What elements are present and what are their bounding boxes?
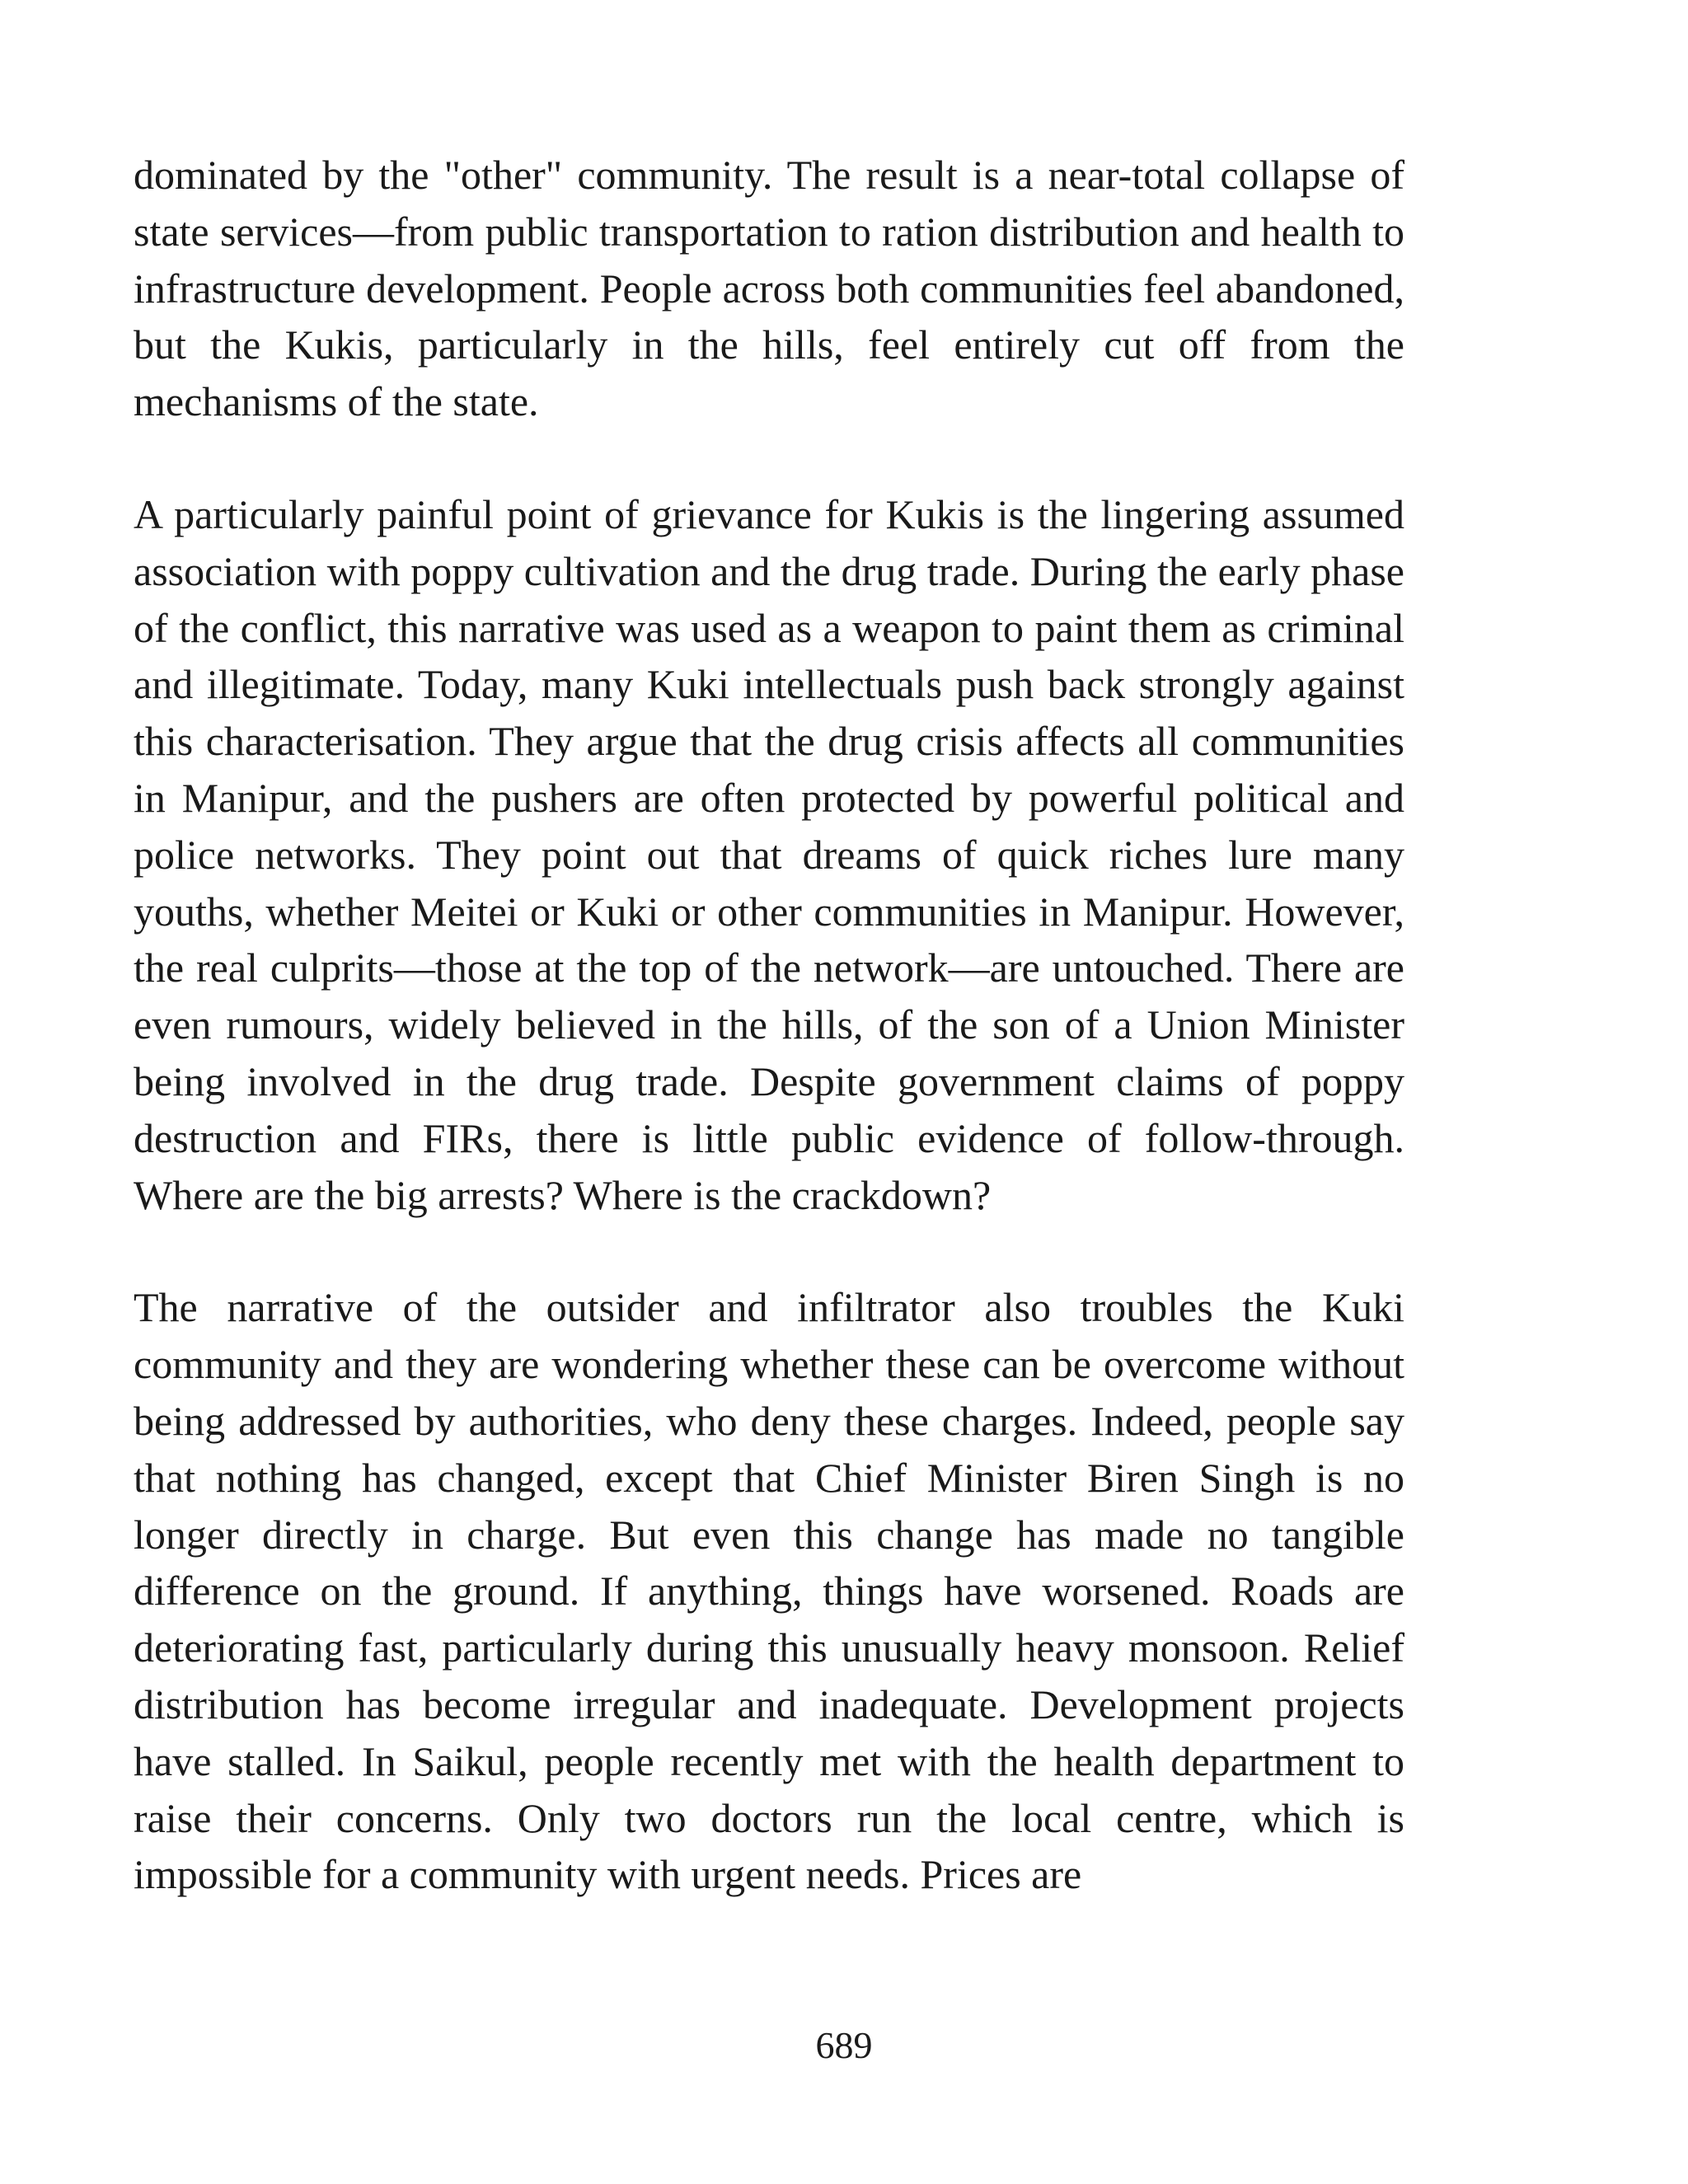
body-text (134, 147, 1404, 1903)
page-number: 689 (815, 2024, 873, 2066)
paragraph-1: dominated by the "other" community. The result is a near-total collapse of state services—from public transportation to ration distribution and health to infrastructure development. People across both communities feel abandoned, but the Kukis, particularly in the hills, feel entirely cut off from the mechanisms of the state. (134, 152, 1404, 425)
paragraph-2: A particularly painful point of grievance for Kukis is the lingering assumed association with poppy cultivation and the drug trade. During the early phase of the conflict, this narrative was used as a weapon to paint them as criminal and illegitimate. Today, many Kuki intellectuals push back strongly against this characterisation. They argue that the drug crisis affects all communities in Manipur, and the pushers are often protected by powerful political and police networks. They point out that dreams of quick riches lure many youths, whether Meitei or Kuki or other communities in Manipur. However, the real culprits—those at the top of the network—are untouched. There are even rumours, widely believed in the hills, of the son of a Union Minister being involved in the drug trade. Despite government claims of poppy destruction and FIRs, there is little public evidence of follow-through. Where are the big arrests? Where is the crackdown? (134, 490, 1404, 1218)
paragraph-3: The narrative of the outsider and infiltrator also troubles the Kuki community and they are wondering whether these can be overcome without being addressed by authorities, who deny these charges. Indeed, people say that nothing has changed, except that Chief Minister Biren Singh is no longer directly in charge. But even this change has made no tangible difference on the ground. If anything, things have worsened. Roads are deteriorating fast, particularly during this unusually heavy monsoon. Relief distribution has become irregular and inadequate. Development projects have stalled. In Saikul, people recently met with the health department to raise their concerns. Only two doctors run the local centre, which is impossible for a community with urgent needs. Prices are (134, 1284, 1404, 1898)
